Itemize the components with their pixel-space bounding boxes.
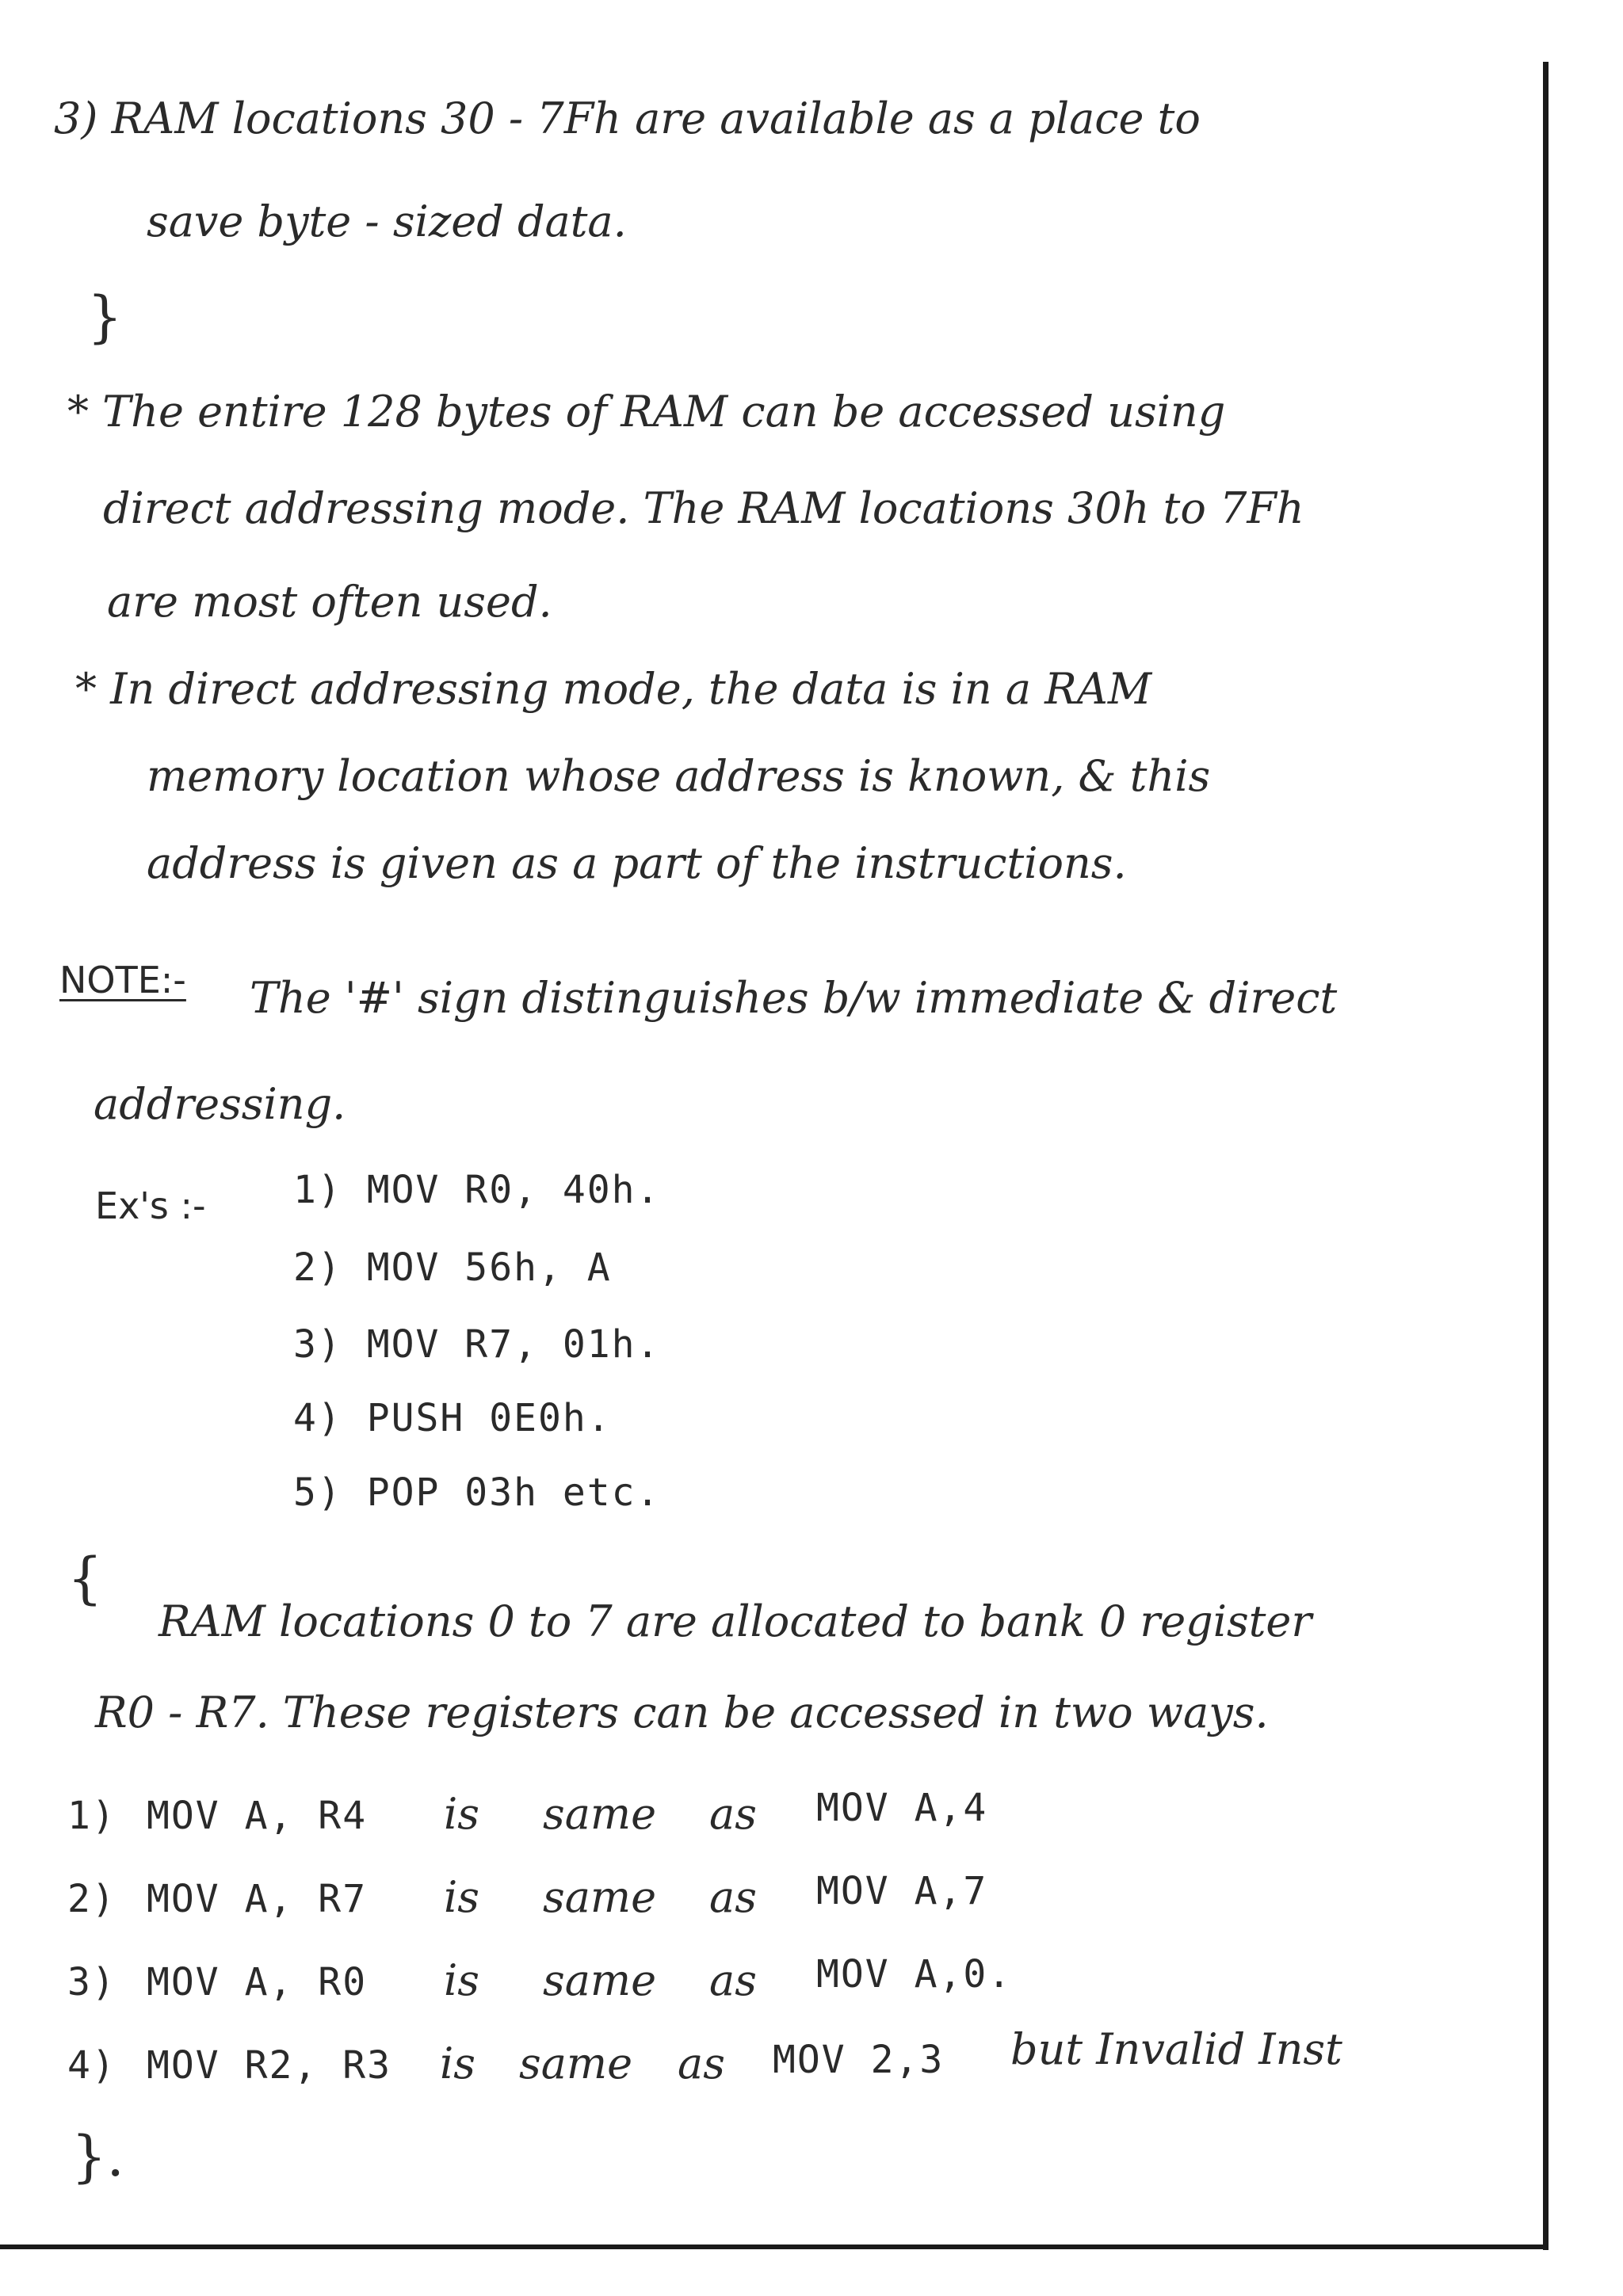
point-3-line-1: 3) RAM locations 30 - 7Fh are available as a place to xyxy=(54,93,1201,143)
way-2-number: 2) xyxy=(67,1877,116,1921)
way-1-equivalent: MOV A,4 xyxy=(816,1786,988,1830)
point-3-line-2: save byte - sized data. xyxy=(147,196,627,246)
bullet-1-line-1: * The entire 128 bytes of RAM can be accessed using xyxy=(67,387,1226,437)
way-3-as: as xyxy=(709,1955,757,2005)
examples-label: Ex's :- xyxy=(95,1184,206,1227)
way-3-is: is xyxy=(444,1955,479,2005)
example-5: 5) POP 03h etc. xyxy=(293,1470,661,1515)
way-2-same: same xyxy=(543,1872,657,1922)
way-4-note: but Invalid Inst xyxy=(1010,2024,1342,2074)
bullet-2-line-3: address is given as a part of the instructions. xyxy=(147,838,1127,888)
way-4-instruction: MOV R2, R3 xyxy=(147,2043,391,2088)
way-1-is: is xyxy=(444,1789,479,1839)
way-2-equivalent: MOV A,7 xyxy=(816,1869,988,1913)
note-label: NOTE:- xyxy=(59,959,186,1001)
note-line-1: The '#' sign distinguishes b/w immediate & direct xyxy=(250,973,1338,1023)
way-3-equivalent: MOV A,0. xyxy=(816,1952,1013,1997)
way-2-instruction: MOV A, R7 xyxy=(147,1877,368,1921)
way-4-number: 4) xyxy=(67,2043,116,2088)
example-4: 4) PUSH 0E0h. xyxy=(293,1396,612,1440)
way-1-same: same xyxy=(543,1789,657,1839)
way-2-is: is xyxy=(444,1872,479,1922)
way-3-same: same xyxy=(543,1955,657,2005)
way-4-as: as xyxy=(678,2039,725,2088)
way-1-instruction: MOV A, R4 xyxy=(147,1794,368,1838)
closing-brace-2: }. xyxy=(71,2124,124,2189)
page-border-bottom xyxy=(0,2245,1549,2249)
bullet-2-line-2: memory location whose address is known, & this xyxy=(147,751,1211,801)
bullet-1-line-3: are most often used. xyxy=(107,577,552,627)
way-4-same: same xyxy=(519,2039,633,2088)
page-border-right xyxy=(1543,62,1549,2250)
bank-line-1: RAM locations 0 to 7 are allocated to bank 0 register xyxy=(158,1596,1312,1646)
way-1-as: as xyxy=(709,1789,757,1839)
example-1: 1) MOV R0, 40h. xyxy=(293,1168,661,1212)
bullet-2-line-1: * In direct addressing mode, the data is in a RAM xyxy=(75,664,1152,714)
example-3: 3) MOV R7, 01h. xyxy=(293,1322,661,1367)
bank-line-2: R0 - R7. These registers can be accessed in two ways. xyxy=(95,1688,1269,1737)
way-4-is: is xyxy=(440,2039,475,2088)
closing-brace-1: } xyxy=(87,284,123,349)
way-1-number: 1) xyxy=(67,1794,116,1838)
bullet-1-line-2: direct addressing mode. The RAM locations 30h to 7Fh xyxy=(103,483,1304,533)
way-4-equivalent: MOV 2,3 xyxy=(773,2038,945,2082)
example-2: 2) MOV 56h, A xyxy=(293,1245,612,1290)
way-3-number: 3) xyxy=(67,1960,116,2004)
note-line-2: addressing. xyxy=(94,1079,346,1129)
way-3-instruction: MOV A, R0 xyxy=(147,1960,368,2004)
way-2-as: as xyxy=(709,1872,757,1922)
opening-brace: { xyxy=(67,1546,103,1611)
